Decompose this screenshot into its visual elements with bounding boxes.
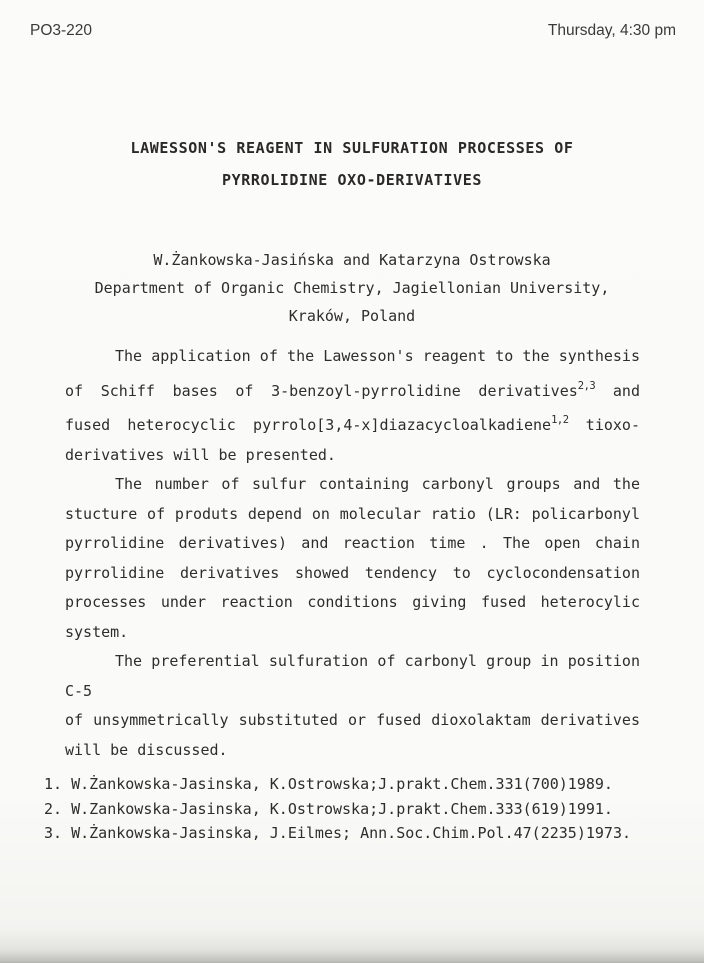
text-segment: fused heterocyclic pyrrolo[3,4-x]diazacycloalkadiene (65, 416, 552, 434)
text-segment: derivatives will be presented. (65, 445, 336, 464)
text-line (65, 406, 640, 441)
text-segment: and (595, 381, 640, 400)
text-segment: stucture of produts depend on molecular ratio (LR: policarbonyl (65, 504, 640, 523)
text-segment: pyrrolidine derivatives) and reaction time . The open chain (65, 534, 640, 552)
text-segment: system. (65, 622, 129, 641)
text-line (65, 372, 640, 407)
text-line (65, 706, 640, 736)
title-line-2: PYRROLIDINE OXO-DERIVATIVES (221, 171, 483, 189)
text-line (65, 618, 640, 648)
text-segment: processes under reaction conditions giving fused heterocylic (65, 593, 640, 611)
text-line (65, 559, 640, 589)
paragraph (65, 647, 640, 765)
authors-block (0, 246, 704, 330)
superscript-citation: 1,2 (551, 414, 569, 426)
affiliation: Department of Organic Chemistry, Jagiellonian University, (94, 279, 610, 297)
page-header (0, 0, 704, 40)
text-segment: The preferential sulfuration of carbonyl group in position C-5 (65, 652, 640, 700)
text-line (65, 470, 640, 500)
text-segment: of Schiff bases of 3-benzoyl-pyrrolidine derivatives (65, 381, 578, 400)
text-segment: will be discussed. (65, 740, 228, 759)
reference-item: 3. W.Żankowska-Jasinska, J.Eilmes; Ann.Soc.Chim.Pol.47(2235)1973. (44, 824, 631, 842)
session-time: Thursday, 4:30 pm (547, 22, 676, 39)
text-line (65, 588, 640, 618)
references (44, 772, 664, 846)
paragraph (65, 470, 640, 647)
affiliation-city: Kraków, Poland (288, 307, 416, 325)
reference-item: 2. W.Zankowska-Jasinska, K.Ostrowska;J.prakt.Chem.333(619)1991. (44, 799, 613, 818)
text-segment: pyrrolidine derivatives showed tendency to cyclocondensation (65, 563, 640, 582)
text-line (65, 500, 640, 530)
text-segment: The number of sulfur containing carbonyl groups and the (115, 475, 640, 493)
text-line (65, 441, 640, 471)
text-segment: of unsymmetrically substituted or fused dioxolaktam derivatives (65, 711, 640, 729)
text-segment: The application of the Lawesson's reagent to the synthesis (115, 347, 640, 365)
text-segment: tioxo- (568, 416, 640, 434)
superscript-citation: 2,3 (577, 379, 596, 392)
text-line (65, 736, 640, 766)
text-line (65, 529, 640, 559)
text-line (65, 647, 640, 706)
reference-item: 1. W.Żankowska-Jasinska, K.Ostrowska;J.prakt.Chem.331(700)1989. (44, 775, 613, 793)
paragraph (65, 342, 640, 470)
title-line-1: LAWESSON'S REAGENT IN SULFURATION PROCESSES OF (130, 139, 574, 157)
author-names: W.Żankowska-Jasińska and Katarzyna Ostrowska (153, 251, 551, 269)
abstract-body (65, 342, 640, 765)
abstract-title (0, 132, 704, 196)
abstract-code: PO3-220 (30, 22, 93, 39)
text-line (65, 342, 640, 372)
